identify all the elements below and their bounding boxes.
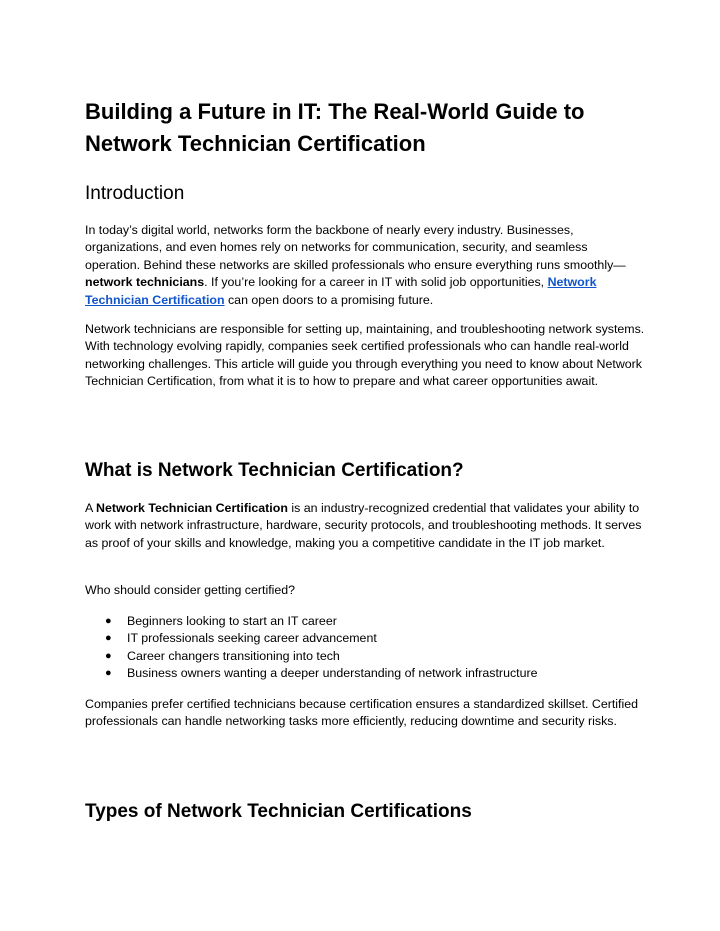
list-item-text: Beginners looking to start an IT career bbox=[127, 614, 337, 628]
intro-p1-text-a: In today’s digital world, networks form the backbone of nearly every industry. Businesses, organizations, and even homes rely on networks for communication, security, and seamless operation. Behind these networks are skilled professionals who ensure everything runs smoothly— bbox=[85, 223, 626, 272]
intro-p1-bold: network technicians bbox=[85, 275, 205, 290]
intro-p1-text-c: can open doors to a promising future. bbox=[224, 292, 434, 307]
what-p-bold: Network Technician Certification bbox=[96, 501, 288, 515]
bullet-icon: ● bbox=[105, 615, 112, 627]
list-item bbox=[85, 630, 538, 647]
list-item bbox=[85, 665, 538, 682]
bullet-icon: ● bbox=[105, 667, 112, 680]
bullet-icon: ● bbox=[105, 649, 112, 662]
what-p-rest: is an industry-recognized credential that validates your ability to work with network infrastructure, hardware, security protocols, and troubleshooting methods. It serves as proof of your skills and knowledge, making you a competitive candidate in the IT job market. bbox=[85, 501, 642, 550]
certification-link[interactable]: Network Technician Certification bbox=[85, 275, 597, 307]
companies-paragraph: Companies prefer certified technicians because certification ensures a standardized skillset. Certified professionals can handle networking tasks more efficiently, reducing downtime and security risks. bbox=[85, 697, 639, 729]
bullet-icon: ● bbox=[105, 632, 112, 645]
what-is-paragraph bbox=[85, 500, 645, 552]
list-item bbox=[85, 648, 538, 665]
document-title: Building a Future in IT: The Real-World Guide to Network Technician Certification bbox=[85, 99, 585, 156]
who-question: Who should consider getting certified? bbox=[85, 583, 296, 597]
intro-paragraph-1 bbox=[85, 222, 645, 309]
what-is-heading: What is Network Technician Certification? bbox=[85, 460, 464, 481]
list-item-text: Career changers transitioning into tech bbox=[127, 648, 340, 663]
list-item bbox=[85, 613, 538, 630]
what-p-prefix: A bbox=[85, 501, 97, 515]
list-item-text: Business owners wanting a deeper understanding of network infrastructure bbox=[127, 666, 538, 681]
intro-paragraph-2: Network technicians are responsible for setting up, maintaining, and troubleshooting network systems. With technology evolving rapidly, companies seek certified professionals who can handle real-world networking challenges. This article will guide you through everything you need to know about Network Technician Certification, from what it is to how to prepare and what career opportunities await. bbox=[85, 322, 645, 389]
who-list bbox=[85, 613, 538, 683]
introduction-heading: Introduction bbox=[85, 183, 185, 204]
intro-p1-text-b: . If you’re looking for a career in IT with solid job opportunities, bbox=[204, 275, 548, 290]
types-heading: Types of Network Technician Certifications bbox=[85, 801, 472, 822]
list-item-text: IT professionals seeking career advancement bbox=[127, 631, 377, 646]
